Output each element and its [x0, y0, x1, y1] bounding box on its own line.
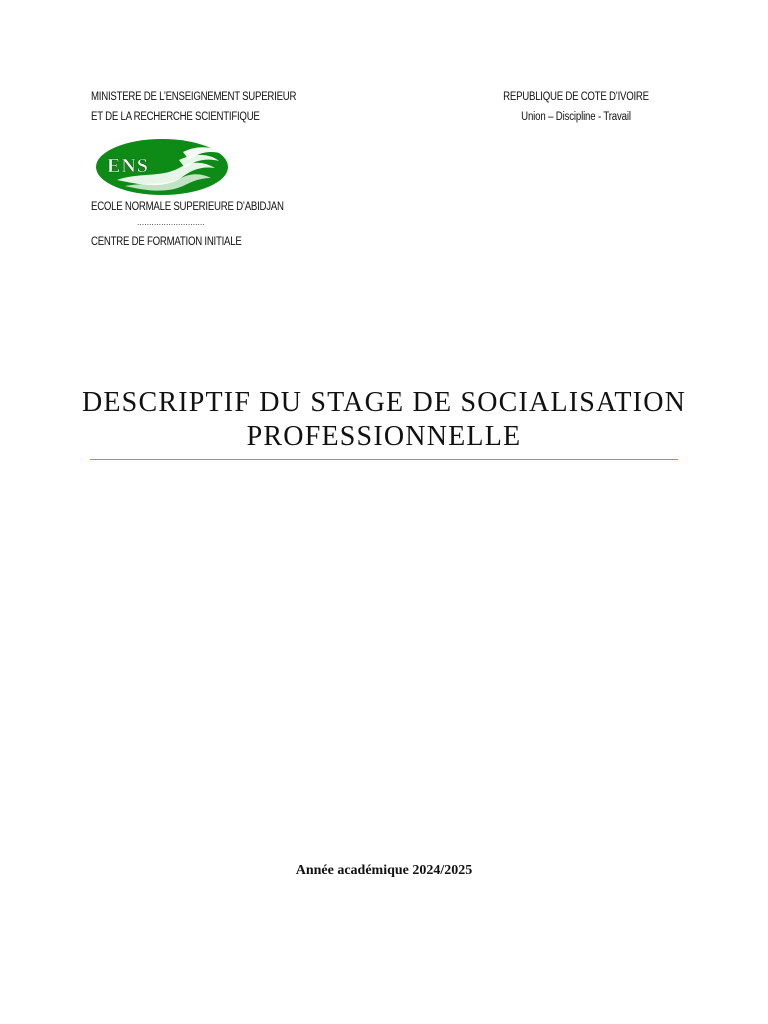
republic-header	[476, 87, 676, 127]
school-name-text: ECOLE NORMALE SUPERIEURE D’ABIDJAN	[91, 201, 284, 213]
training-centre-text: CENTRE DE FORMATION INITIALE	[91, 236, 242, 248]
title-underline	[90, 459, 678, 460]
document-title-line-2: PROFESSIONNELLE	[246, 421, 522, 452]
logo-text: ENS	[107, 155, 149, 177]
ministry-line-2: ET DE LA RECHERCHE SCIENTIFIQUE	[91, 111, 260, 123]
ens-logo	[95, 138, 229, 196]
document-title	[60, 386, 708, 454]
ministry-header	[91, 87, 381, 127]
school-name	[91, 197, 391, 217]
ministry-line-1: MINISTERE DE L’ENSEIGNEMENT SUPERIEUR	[91, 91, 297, 103]
separator-dots: ............................	[137, 218, 205, 227]
document-title-line-1: DESCRIPTIF DU STAGE DE SOCIALISATION	[81, 387, 687, 418]
academic-year: Année académique 2024/2025	[295, 863, 473, 878]
republic-name: REPUBLIQUE DE COTE D’IVOIRE	[503, 91, 649, 103]
training-centre	[91, 232, 391, 252]
national-motto: Union – Discipline - Travail	[521, 111, 631, 123]
